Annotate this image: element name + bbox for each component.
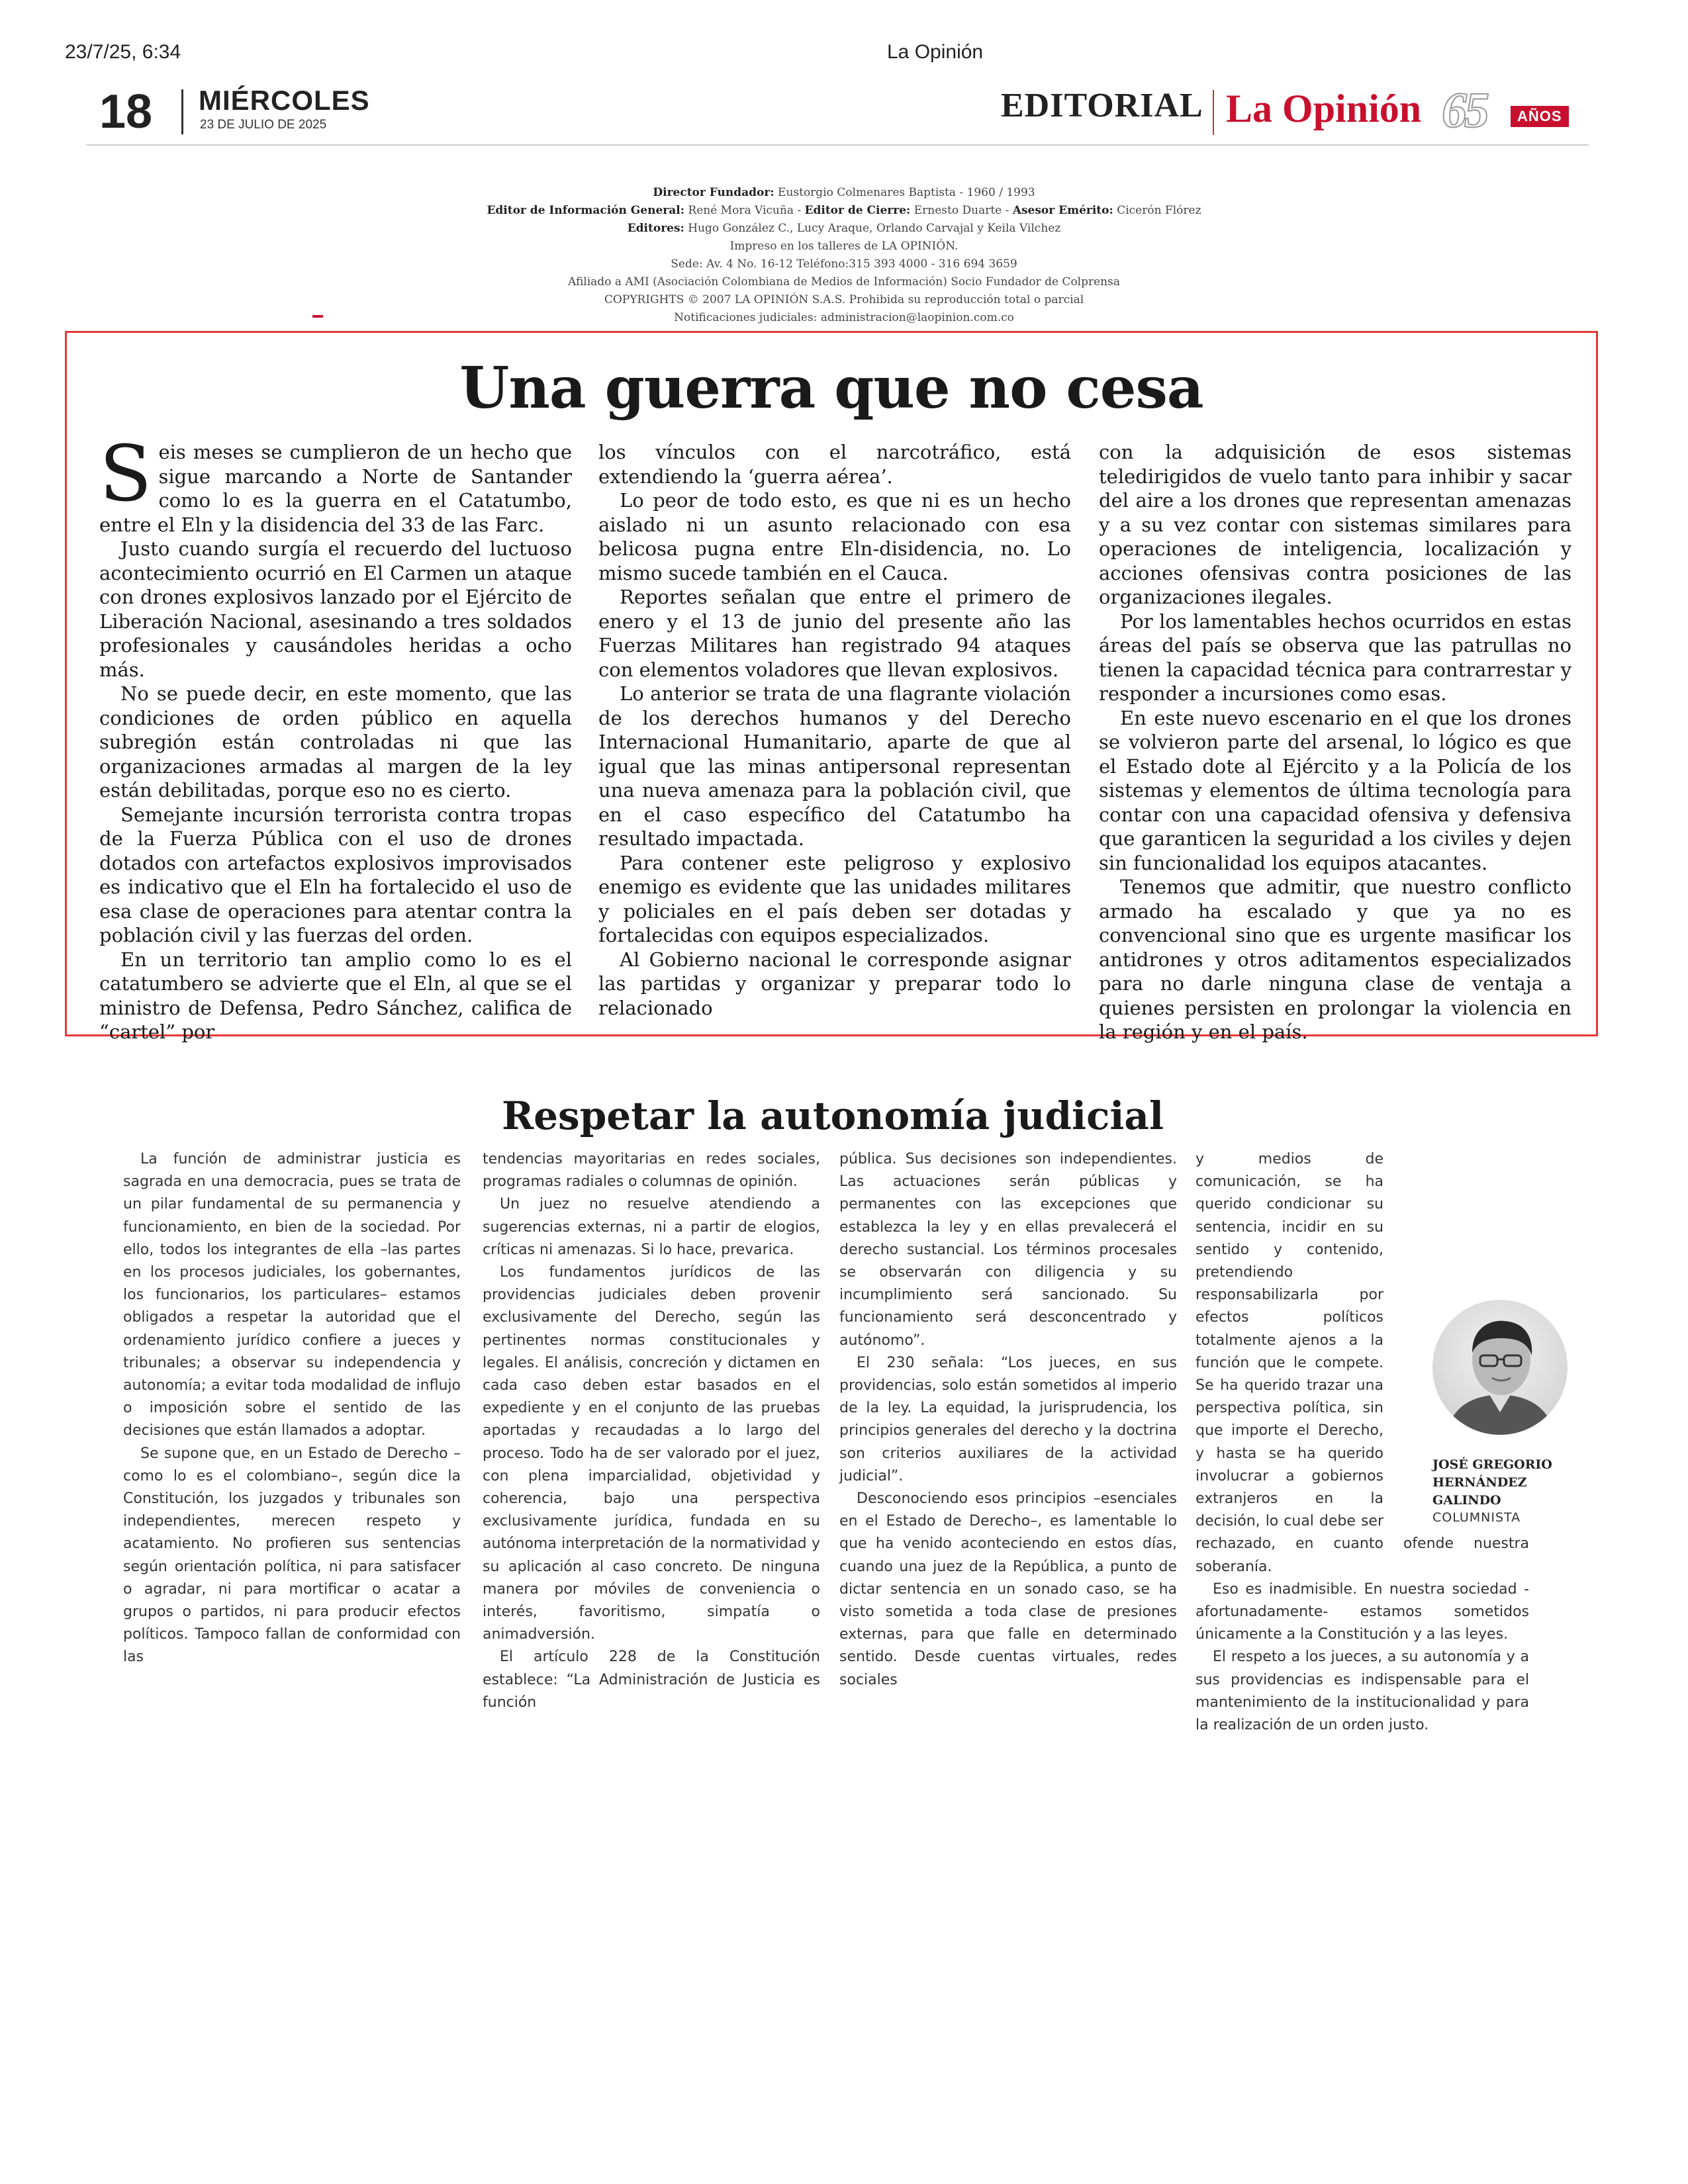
author-portrait-icon	[1432, 1300, 1568, 1435]
column-paragraph: El 230 señala: “Los jueces, en sus providencias, solo están sometidos al imperio de la ley. La equidad, la jurisprudencia, los principios generales del derecho y la doctrina son criterios auxiliares de la actividad judicial”.	[839, 1354, 1177, 1484]
masthead-affiliation: Afiliado a AMI (Asociación Colombiana de Medios de Información) Socio Fundador de Colprensa	[567, 275, 1120, 289]
column-paragraph: El respeto a los jueces, a su autonomía y a sus providencias es indispensable para el mantenimiento de la institucionalidad y para la realización de un orden justo.	[1196, 1649, 1529, 1734]
header-divider	[181, 89, 183, 134]
masthead-label-c: Asesor Emérito:	[1012, 204, 1113, 217]
masthead-label-a: Editor de Información General:	[487, 204, 684, 217]
masthead-label-b: Editor de Cierre:	[804, 204, 911, 217]
masthead-editors-label: Editores:	[627, 222, 684, 235]
masthead	[397, 184, 1291, 327]
page-number: 18	[99, 85, 153, 138]
column-paragraph: pública. Sus decisiones son independientes. Las actuaciones serán públicas y permanentes con las excepciones que establezca la ley y en ellas prevalecerá el derecho sustancial. Los términos procesales se observarán con diligencia y su incumplimiento será sancionado. Su funcionamiento será desconcentrado y autónomo”.	[839, 1151, 1177, 1349]
column-paragraph: Un juez no resuelve atendiendo a sugerencias externas, ni a partir de elogios, críticas ni amenazas. Si lo hace, prevarica.	[483, 1196, 820, 1258]
anniversary-badge: AÑOS	[1511, 106, 1569, 127]
editorial-title: Una guerra que no cesa	[459, 355, 1203, 422]
editorial-paragraph: Lo anterior se trata de una flagrante violación de los derechos humanos y del Derecho Internacional Humanitario, aparte de que al igual que las minas antipersonal representan una nueva amenaza para la población civil, que en el caso específico del Catatumbo ha resultado impactada.	[598, 682, 1071, 850]
column-text-2	[483, 1148, 820, 1714]
masthead-printed: Impreso en los talleres de LA OPINIÓN.	[729, 240, 959, 253]
editorial-column-2	[598, 440, 1071, 1020]
editorial-column-3	[1099, 440, 1571, 1044]
editorial-paragraph: No se puede decir, en este momento, que las condiciones de orden público en aquella subregión están controladas ni que las organizaciones armadas al margen de la ley están debilitadas, porque eso no es cierto.	[99, 682, 572, 801]
masthead-address: Sede: Av. 4 No. 16-12 Teléfono:315 393 4000 - 316 694 3659	[671, 257, 1017, 271]
author-name: JOSÉ GREGORIO HERNÁNDEZ GALINDO	[1432, 1457, 1552, 1508]
column-paragraph: La función de administrar justicia es sagrada en una democracia, pues se trata de un pilar fundamental de su permanencia y funcionamiento, en bien de la sociedad. Por ello, todos los integrantes de ella –las partes en los procesos judiciales, los gobernantes, los funcionarios, los particulares– estamos obligados a respetar la autoridad que el ordenamiento jurídico confiere a jueces y tribunales; a observar su independencia y autonomía; a evitar toda modalidad de influjo o imposición sobre el sentido de las decisiones que están llamados a adoptar.	[123, 1151, 461, 1439]
print-title: La Opinión	[887, 41, 984, 63]
editorial-paragraph: En este nuevo escenario en el que los drones se volvieron parte del arsenal, lo lógico es que el Estado dote al Ejército y a la Policía de los sistemas y elementos de última tecnología para contar con una capacidad ofensiva y defensiva que garanticen la seguridad a los civiles y dejen sin funcionalidad los equipos atacantes.	[1099, 706, 1571, 874]
editorial-paragraph-text: eis meses se cumplieron de un hecho que sigue marcando a Norte de Santander como lo es la guerra en el Catatumbo, entre el Eln y la disidencia del 33 de las Farc.	[99, 441, 572, 536]
editorial-paragraph: Por los lamentables hechos ocurridos en estas áreas del país se observa que las patrullas no tienen la capacidad técnica para contrarrestar y responder a incursiones como esas.	[1099, 610, 1571, 705]
editorial-paragraph: Tenemos que admitir, que nuestro conflicto armado ha escalado y que ya no es convencional sino que es urgente masificar los antidrones y otros aditamentos especializados para no darle ninguna clase de ventaja a quienes persisten en prolongar la violencia en la región y en el país.	[1099, 876, 1571, 1043]
red-mark	[312, 315, 323, 318]
editorial-paragraph: Para contener este peligroso y explosivo enemigo es evidente que las unidades militares y policiales en el país deben ser dotadas y fortalecidas con equipos especializados.	[598, 851, 1071, 946]
masthead-value-c: Cicerón Flórez	[1117, 204, 1201, 217]
editorial-paragraph: En un territorio tan amplio como lo es el catatumbero se advierte que el Eln, al que se el ministro de Defensa, Pedro Sánchez, califica de “cartel” por	[99, 948, 572, 1043]
editorial-paragraph: Justo cuando surgía el recuerdo del luctuoso acontecimiento ocurrió en El Carmen un ataque con drones explosivos lanzado por el Ejército de Liberación Nacional, asesinando a tres soldados profesionales y causándoles heridas a ocho más.	[99, 537, 572, 681]
editorial-paragraph: con la adquisición de esos sistemas teledirigidos de vuelo tanto para inhibir y sacar del aire a los drones que representan amenazas y a su vez contar con sistemas similares para operaciones de inteligencia, localización y acciones ofensivas contra posiciones de las organizaciones ilegales.	[1099, 441, 1571, 608]
drop-cap: S	[99, 430, 152, 519]
column-text-3	[839, 1148, 1177, 1692]
issue-date: 23 DE JULIO DE 2025	[200, 118, 327, 132]
editorial-paragraph: los vínculos con el narcotráfico, está extendiendo la ‘guerra aérea’.	[598, 441, 1071, 488]
section-label: EDITORIAL	[1001, 87, 1203, 124]
weekday: MIÉRCOLES	[199, 85, 370, 116]
brand-logo: La Opinión	[1226, 87, 1422, 130]
column-text-1	[123, 1148, 461, 1669]
column-title: Respetar la autonomía judicial	[501, 1093, 1164, 1138]
masthead-editors	[397, 220, 1291, 238]
editorial-paragraph: Lo peor de todo esto, es que ni es un hecho aislado ni un asunto relacionado con esa belicosa pugna entre Eln-disidencia, no. Lo mismo sucede también en el Cauca.	[598, 489, 1071, 584]
masthead-editors-top	[397, 202, 1291, 220]
masthead-notifications: Notificaciones judiciales: administracion@laopinion.com.co	[674, 311, 1014, 324]
masthead-founder-label: Director Fundador:	[653, 186, 774, 199]
column-paragraph: Los fundamentos jurídicos de las providencias judiciales deben provenir exclusivamente del Derecho, según las pertinentes normas constitucionales y legales. El análisis, concreción y dictamen en cada caso deben estar basados en el expediente y en el conjunto de las pruebas aportadas y recaudadas a lo largo del proceso. Todo ha de ser valorado por el juez, con plena imparcialidad, objetividad y coherencia, bajo una perspectiva exclusivamente jurídica, fundada en su autónoma interpretación de la normatividad y su aplicación al caso concreto. De ninguna manera por móviles de conveniencia o interés, favoritismo, simpatía o animadversión.	[483, 1264, 820, 1643]
editorial-column-1	[99, 430, 572, 1044]
masthead-value-a: René Mora Vicuña -	[688, 204, 802, 217]
masthead-founder	[397, 184, 1291, 202]
anniversary-number: 65	[1442, 83, 1487, 138]
column-paragraph: Se supone que, en un Estado de Derecho –como lo es el colombiano–, según dice la Constitución, los juzgados y tribunales son independientes, merecen respeto y acatamiento. No profieren sus sentencias según orientación política, ni para satisfacer o agradar, ni para mortificar o acatar a grupos o partidos, ni para producir efectos políticos. Tampoco fallan de conformidad con las	[123, 1445, 461, 1666]
column-paragraph: El artículo 228 de la Constitución establece: “La Administración de Justicia es función	[483, 1649, 820, 1711]
masthead-value-b: Ernesto Duarte -	[914, 204, 1009, 217]
author-role: COLUMNISTA	[1432, 1510, 1521, 1525]
editorial-paragraph	[99, 430, 572, 537]
column-text-4	[1196, 1148, 1529, 1737]
masthead-editors-value: Hugo González C., Lucy Araque, Orlando Carvajal y Keila Vilchez	[688, 222, 1061, 235]
masthead-copyright: COPYRIGHTS © 2007 LA OPINIÓN S.A.S. Prohibida su reproducción total o parcial	[604, 293, 1084, 306]
editorial-paragraph: Semejante incursión terrorista contra tropas de la Fuerza Pública con el uso de drones dotados con artefactos explosivos improvisados es indicativo que el Eln ha fortalecido el uso de esa clase de operaciones para atentar contra la población civil y las fuerzas del orden.	[99, 803, 572, 946]
editorial-paragraph: Reportes señalan que entre el primero de enero y el 13 de junio del presente año las Fuerzas Militares han registrado 94 ataques con elementos voladores que llevan explosivos.	[598, 586, 1071, 681]
header-rule	[86, 144, 1589, 146]
author-photo	[1432, 1300, 1568, 1435]
editorial-paragraph: Al Gobierno nacional le corresponde asignar las partidas y organizar y preparar todo lo relacionado	[598, 948, 1071, 1019]
column-paragraph: tendencias mayoritarias en redes sociales, programas radiales o columnas de opinión.	[483, 1151, 820, 1191]
masthead-founder-value: Eustorgio Colmenares Baptista - 1960 / 1993	[778, 186, 1035, 199]
print-datetime: 23/7/25, 6:34	[65, 41, 181, 63]
section-divider	[1213, 90, 1214, 135]
column-paragraph: y medios de comunicación, se ha querido condicionar su sentencia, incidir en su sentido y contenido, pretendiendo responsabilizarla por efectos políticos totalmente ajenos a la función que le compete. Se ha querido trazar una perspectiva política, sin que importe el Derecho, y hasta se ha querido involucrar a gobiernos extranjeros en la decisión, lo cual debe ser rechazado, en cuanto ofende nuestra soberanía.	[1196, 1151, 1529, 1575]
column-paragraph: Eso es inadmisible. En nuestra sociedad -afortunadamente- estamos sometidos únicamente a la Constitución y a las leyes.	[1196, 1580, 1529, 1643]
column-paragraph: Desconociendo esos principios –esenciales en el Estado de Derecho–, es lamentable lo que ha venido aconteciendo en estos días, cuando una juez de la República, a punto de dictar sentencia en un sonado caso, se ha visto sometida a toda clase de presiones externas, para que falle en determinado sentido. Desde cuentas virtuales, redes sociales	[839, 1490, 1177, 1688]
